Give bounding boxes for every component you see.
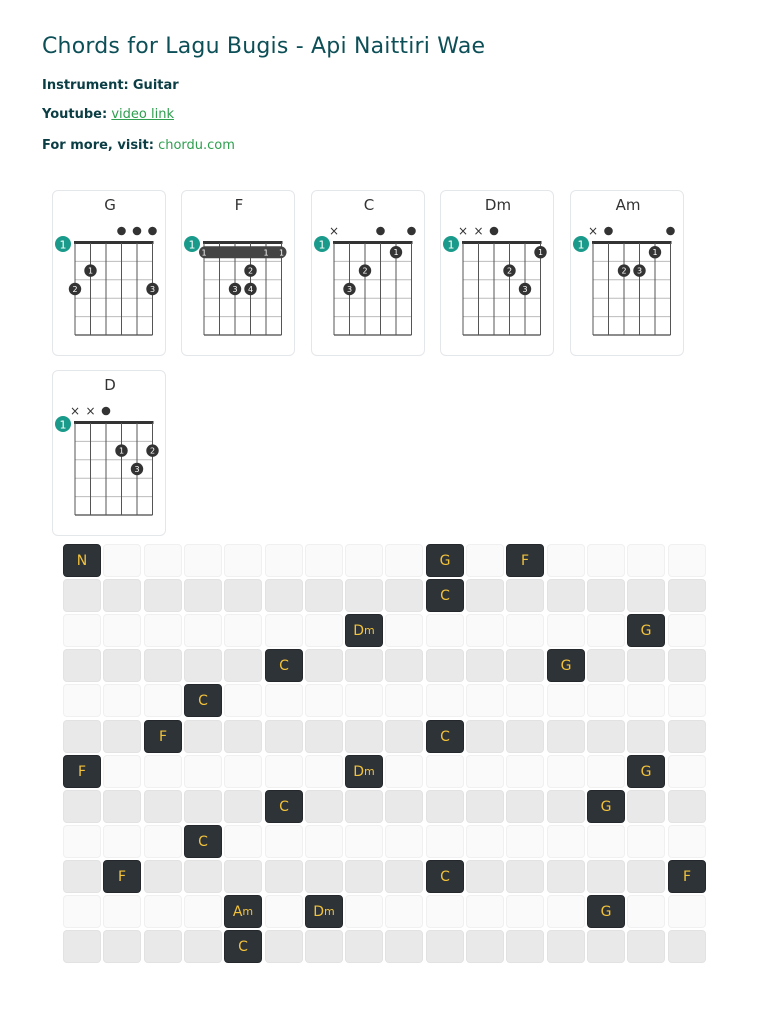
empty-beat-cell (184, 614, 222, 647)
empty-beat-cell (385, 790, 423, 823)
empty-beat-cell (184, 544, 222, 577)
youtube-label: Youtube: (42, 107, 108, 122)
finger-number: 3 (134, 465, 140, 474)
nut (74, 241, 154, 244)
chord-cell[interactable] (224, 895, 262, 928)
open-string-marker (604, 227, 613, 236)
empty-beat-cell (547, 790, 585, 823)
empty-beat-cell (305, 579, 343, 612)
nut (203, 241, 283, 244)
start-fret-label: 1 (59, 418, 67, 432)
muted-string-marker: × (473, 224, 484, 238)
empty-beat-cell (184, 579, 222, 612)
empty-beat-cell (103, 720, 141, 753)
open-string-marker (407, 227, 416, 236)
empty-beat-cell (466, 825, 504, 858)
empty-beat-cell (385, 860, 423, 893)
open-string-marker (376, 227, 385, 236)
page-title: Chords for Lagu Bugis - Api Naittiri Wae (42, 34, 486, 59)
chord-root: G (439, 552, 451, 569)
start-fret-label: 1 (447, 238, 455, 252)
empty-beat-cell (466, 614, 504, 647)
empty-beat-cell (547, 614, 585, 647)
chord-diagram-am (570, 190, 684, 356)
empty-beat-cell (63, 895, 101, 928)
chord-root: C (238, 938, 248, 955)
chord-root: C (279, 798, 289, 815)
empty-beat-cell (305, 930, 343, 963)
empty-beat-cell (587, 684, 625, 717)
chord-cell[interactable] (426, 544, 464, 577)
empty-beat-cell (265, 860, 303, 893)
chordu-link[interactable]: chordu.com (158, 138, 235, 153)
empty-beat-cell (385, 614, 423, 647)
empty-beat-cell (668, 895, 706, 928)
chord-root: C (198, 833, 208, 850)
empty-beat-cell (305, 614, 343, 647)
chord-root: C (440, 868, 450, 885)
empty-beat-cell (506, 579, 544, 612)
empty-beat-cell (426, 825, 464, 858)
empty-beat-cell (547, 684, 585, 717)
empty-beat-cell (627, 860, 665, 893)
chord-root: G (600, 798, 612, 815)
finger-number: 2 (149, 446, 156, 456)
empty-beat-cell (587, 720, 625, 753)
empty-beat-cell (426, 790, 464, 823)
empty-beat-cell (587, 544, 625, 577)
empty-beat-cell (345, 544, 383, 577)
empty-beat-cell (103, 684, 141, 717)
chord-cell[interactable] (224, 930, 262, 963)
empty-beat-cell (224, 579, 262, 612)
empty-beat-cell (345, 790, 383, 823)
empty-beat-cell (385, 930, 423, 963)
visit-label: For more, visit: (42, 138, 154, 153)
empty-beat-cell (547, 544, 585, 577)
empty-beat-cell (144, 649, 182, 682)
empty-beat-cell (184, 649, 222, 682)
empty-beat-cell (506, 720, 544, 753)
empty-beat-cell (144, 544, 182, 577)
empty-beat-cell (144, 755, 182, 788)
chord-root: C (440, 728, 450, 745)
open-string-marker (133, 227, 142, 236)
empty-beat-cell (103, 649, 141, 682)
finger-number: 2 (506, 266, 513, 276)
empty-beat-cell (385, 544, 423, 577)
nut (74, 421, 154, 424)
finger-number: 3 (522, 285, 528, 294)
chord-diagram-g (52, 190, 166, 356)
empty-beat-cell (265, 755, 303, 788)
finger-number: 1 (393, 248, 399, 258)
chord-cell[interactable] (627, 614, 665, 647)
empty-beat-cell (184, 720, 222, 753)
finger-number: 3 (636, 266, 643, 276)
chord-suffix: m (364, 765, 375, 778)
chord-cell[interactable] (305, 895, 343, 928)
empty-beat-cell (506, 825, 544, 858)
chord-suffix: m (242, 905, 254, 918)
empty-beat-cell (345, 825, 383, 858)
chord-cell[interactable] (63, 755, 101, 788)
start-fret-label: 1 (318, 238, 326, 252)
empty-beat-cell (668, 720, 706, 753)
empty-beat-cell (265, 930, 303, 963)
empty-beat-cell (184, 860, 222, 893)
finger-number: 4 (247, 285, 254, 294)
finger-number: 1 (118, 446, 125, 456)
muted-string-marker: × (69, 404, 81, 418)
empty-beat-cell (103, 825, 141, 858)
muted-string-marker: × (328, 224, 340, 238)
chord-root: F (77, 763, 87, 780)
empty-beat-cell (144, 579, 182, 612)
empty-beat-cell (224, 649, 262, 682)
video-link[interactable]: video link (111, 107, 174, 122)
empty-beat-cell (547, 895, 585, 928)
muted-string-marker: × (587, 224, 599, 238)
empty-beat-cell (63, 649, 101, 682)
chord-name: F (234, 196, 244, 214)
empty-beat-cell (385, 895, 423, 928)
chord-root: N (76, 552, 88, 569)
empty-beat-cell (506, 860, 544, 893)
instrument-line (42, 78, 179, 93)
empty-beat-cell (627, 825, 665, 858)
empty-beat-cell (63, 720, 101, 753)
empty-beat-cell (305, 825, 343, 858)
empty-beat-cell (385, 684, 423, 717)
open-string-marker (117, 227, 126, 236)
empty-beat-cell (587, 860, 625, 893)
empty-beat-cell (385, 579, 423, 612)
empty-beat-cell (103, 614, 141, 647)
empty-beat-cell (426, 649, 464, 682)
finger-number: 2 (247, 266, 254, 276)
empty-beat-cell (466, 790, 504, 823)
finger-number: 3 (346, 285, 353, 294)
empty-beat-cell (466, 860, 504, 893)
empty-beat-cell (668, 930, 706, 963)
empty-beat-cell (144, 684, 182, 717)
chord-suffix: m (324, 905, 335, 918)
empty-beat-cell (265, 720, 303, 753)
empty-beat-cell (385, 720, 423, 753)
empty-beat-cell (265, 614, 303, 647)
nut (462, 241, 542, 244)
empty-beat-cell (144, 825, 182, 858)
empty-beat-cell (63, 684, 101, 717)
empty-beat-cell (466, 895, 504, 928)
finger-number: 3 (149, 285, 156, 294)
nut (333, 241, 413, 244)
chord-name: Dm (484, 196, 512, 214)
empty-beat-cell (627, 649, 665, 682)
empty-beat-cell (506, 649, 544, 682)
empty-beat-cell (305, 684, 343, 717)
empty-beat-cell (63, 614, 101, 647)
empty-beat-cell (668, 684, 706, 717)
empty-beat-cell (103, 579, 141, 612)
empty-beat-cell (184, 930, 222, 963)
empty-beat-cell (466, 930, 504, 963)
empty-beat-cell (547, 860, 585, 893)
empty-beat-cell (305, 544, 343, 577)
barre-finger-label: 1 (278, 248, 285, 258)
chord-root: C (198, 692, 208, 709)
empty-beat-cell (184, 790, 222, 823)
open-string-marker (102, 407, 111, 416)
empty-beat-cell (305, 755, 343, 788)
empty-beat-cell (224, 614, 262, 647)
chord-name: D (104, 376, 116, 394)
open-string-marker (490, 227, 499, 236)
empty-beat-cell (466, 720, 504, 753)
empty-beat-cell (63, 860, 101, 893)
chord-root: F (520, 552, 530, 569)
chord-cell[interactable] (265, 790, 303, 823)
chord-cell[interactable] (345, 614, 383, 647)
chord-diagram-c (311, 190, 425, 356)
empty-beat-cell (506, 684, 544, 717)
empty-beat-cell (224, 790, 262, 823)
chord-cell[interactable] (63, 544, 101, 577)
chord-root: G (640, 622, 652, 639)
empty-beat-cell (265, 579, 303, 612)
empty-beat-cell (506, 930, 544, 963)
chord-cell[interactable] (668, 860, 706, 893)
muted-string-marker: × (85, 404, 96, 418)
empty-beat-cell (224, 860, 262, 893)
empty-beat-cell (547, 825, 585, 858)
empty-beat-cell (265, 895, 303, 928)
empty-beat-cell (466, 684, 504, 717)
instrument-label: Instrument: (42, 78, 129, 93)
chord-root: A (232, 903, 243, 920)
instrument-value: Guitar (132, 78, 179, 93)
empty-beat-cell (63, 790, 101, 823)
empty-beat-cell (587, 825, 625, 858)
finger-number: 2 (362, 266, 368, 276)
empty-beat-cell (426, 755, 464, 788)
empty-beat-cell (466, 755, 504, 788)
empty-beat-cell (587, 614, 625, 647)
empty-beat-cell (184, 755, 222, 788)
empty-beat-cell (103, 930, 141, 963)
empty-beat-cell (144, 895, 182, 928)
chord-cell[interactable] (144, 720, 182, 753)
finger-number: 2 (72, 285, 78, 294)
chord-cell[interactable] (547, 649, 585, 682)
chord-suffix: m (364, 624, 375, 637)
empty-beat-cell (668, 755, 706, 788)
empty-beat-cell (426, 684, 464, 717)
chord-root: C (279, 657, 289, 674)
empty-beat-cell (144, 930, 182, 963)
chord-root: G (640, 763, 652, 780)
empty-beat-cell (506, 755, 544, 788)
chord-cell[interactable] (345, 755, 383, 788)
chord-cell[interactable] (587, 895, 625, 928)
empty-beat-cell (547, 579, 585, 612)
chord-name: G (104, 196, 116, 214)
empty-beat-cell (426, 930, 464, 963)
empty-beat-cell (506, 895, 544, 928)
empty-beat-cell (345, 684, 383, 717)
empty-beat-cell (385, 825, 423, 858)
chord-cell[interactable] (506, 544, 544, 577)
chord-root: D (353, 763, 365, 780)
empty-beat-cell (305, 790, 343, 823)
chord-root: F (158, 728, 168, 745)
empty-beat-cell (265, 544, 303, 577)
empty-beat-cell (426, 614, 464, 647)
empty-beat-cell (547, 930, 585, 963)
empty-beat-cell (587, 579, 625, 612)
empty-beat-cell (305, 860, 343, 893)
chord-root: G (560, 657, 572, 674)
chord-root: F (117, 868, 127, 885)
chord-name: C (363, 196, 375, 214)
empty-beat-cell (265, 825, 303, 858)
empty-beat-cell (627, 930, 665, 963)
empty-beat-cell (103, 790, 141, 823)
empty-beat-cell (587, 649, 625, 682)
empty-beat-cell (668, 544, 706, 577)
empty-beat-cell (627, 579, 665, 612)
start-fret-label: 1 (188, 238, 196, 252)
empty-beat-cell (627, 544, 665, 577)
empty-beat-cell (144, 790, 182, 823)
empty-beat-cell (547, 755, 585, 788)
open-string-marker (666, 227, 675, 236)
chord-cell[interactable] (426, 860, 464, 893)
nut (592, 241, 672, 244)
chord-root: F (682, 868, 692, 885)
empty-beat-cell (466, 649, 504, 682)
empty-beat-cell (547, 720, 585, 753)
chord-diagram-d (52, 370, 166, 536)
empty-beat-cell (668, 649, 706, 682)
empty-beat-cell (587, 930, 625, 963)
empty-beat-cell (305, 720, 343, 753)
chord-name: Am (615, 196, 641, 214)
barre (199, 246, 287, 258)
empty-beat-cell (103, 544, 141, 577)
empty-beat-cell (668, 825, 706, 858)
chord-cell[interactable] (426, 720, 464, 753)
finger-number: 1 (87, 266, 94, 276)
chord-cell[interactable] (426, 579, 464, 612)
empty-beat-cell (265, 684, 303, 717)
empty-beat-cell (668, 614, 706, 647)
finger-number: 3 (232, 285, 238, 294)
empty-beat-cell (63, 579, 101, 612)
barre-finger-label: 1 (201, 248, 207, 258)
empty-beat-cell (385, 755, 423, 788)
empty-beat-cell (345, 930, 383, 963)
chord-root: C (440, 587, 450, 604)
empty-beat-cell (627, 720, 665, 753)
youtube-line (42, 107, 174, 122)
chord-root: G (600, 903, 612, 920)
finger-number: 1 (537, 248, 544, 258)
empty-beat-cell (63, 930, 101, 963)
start-fret-label: 1 (577, 238, 585, 252)
empty-beat-cell (345, 860, 383, 893)
empty-beat-cell (224, 544, 262, 577)
empty-beat-cell (224, 684, 262, 717)
chord-root: D (313, 903, 325, 920)
barre-finger-label: 1 (263, 248, 269, 258)
chord-diagram-f (181, 190, 295, 356)
empty-beat-cell (103, 895, 141, 928)
empty-beat-cell (63, 825, 101, 858)
empty-beat-cell (627, 684, 665, 717)
empty-beat-cell (144, 614, 182, 647)
empty-beat-cell (345, 895, 383, 928)
empty-beat-cell (224, 755, 262, 788)
empty-beat-cell (466, 544, 504, 577)
finger-number: 2 (621, 266, 627, 276)
chord-root: D (353, 622, 365, 639)
empty-beat-cell (345, 720, 383, 753)
empty-beat-cell (103, 755, 141, 788)
empty-beat-cell (506, 790, 544, 823)
empty-beat-cell (345, 579, 383, 612)
visit-line (42, 138, 235, 153)
empty-beat-cell (385, 649, 423, 682)
chord-cell[interactable] (184, 684, 222, 717)
empty-beat-cell (627, 790, 665, 823)
empty-beat-cell (224, 825, 262, 858)
empty-beat-cell (668, 790, 706, 823)
chord-diagram-dm (440, 190, 554, 356)
chord-cell[interactable] (587, 790, 625, 823)
chord-cell[interactable] (103, 860, 141, 893)
empty-beat-cell (345, 649, 383, 682)
empty-beat-cell (426, 895, 464, 928)
empty-beat-cell (224, 720, 262, 753)
empty-beat-cell (184, 895, 222, 928)
chord-cell[interactable] (627, 755, 665, 788)
open-string-marker (148, 227, 157, 236)
empty-beat-cell (144, 860, 182, 893)
chord-cell[interactable] (265, 649, 303, 682)
start-fret-label: 1 (59, 238, 67, 252)
empty-beat-cell (668, 579, 706, 612)
finger-number: 1 (652, 248, 658, 258)
chord-cell[interactable] (184, 825, 222, 858)
empty-beat-cell (627, 895, 665, 928)
empty-beat-cell (506, 614, 544, 647)
muted-string-marker: × (457, 224, 469, 238)
empty-beat-cell (466, 579, 504, 612)
empty-beat-cell (305, 649, 343, 682)
empty-beat-cell (587, 755, 625, 788)
